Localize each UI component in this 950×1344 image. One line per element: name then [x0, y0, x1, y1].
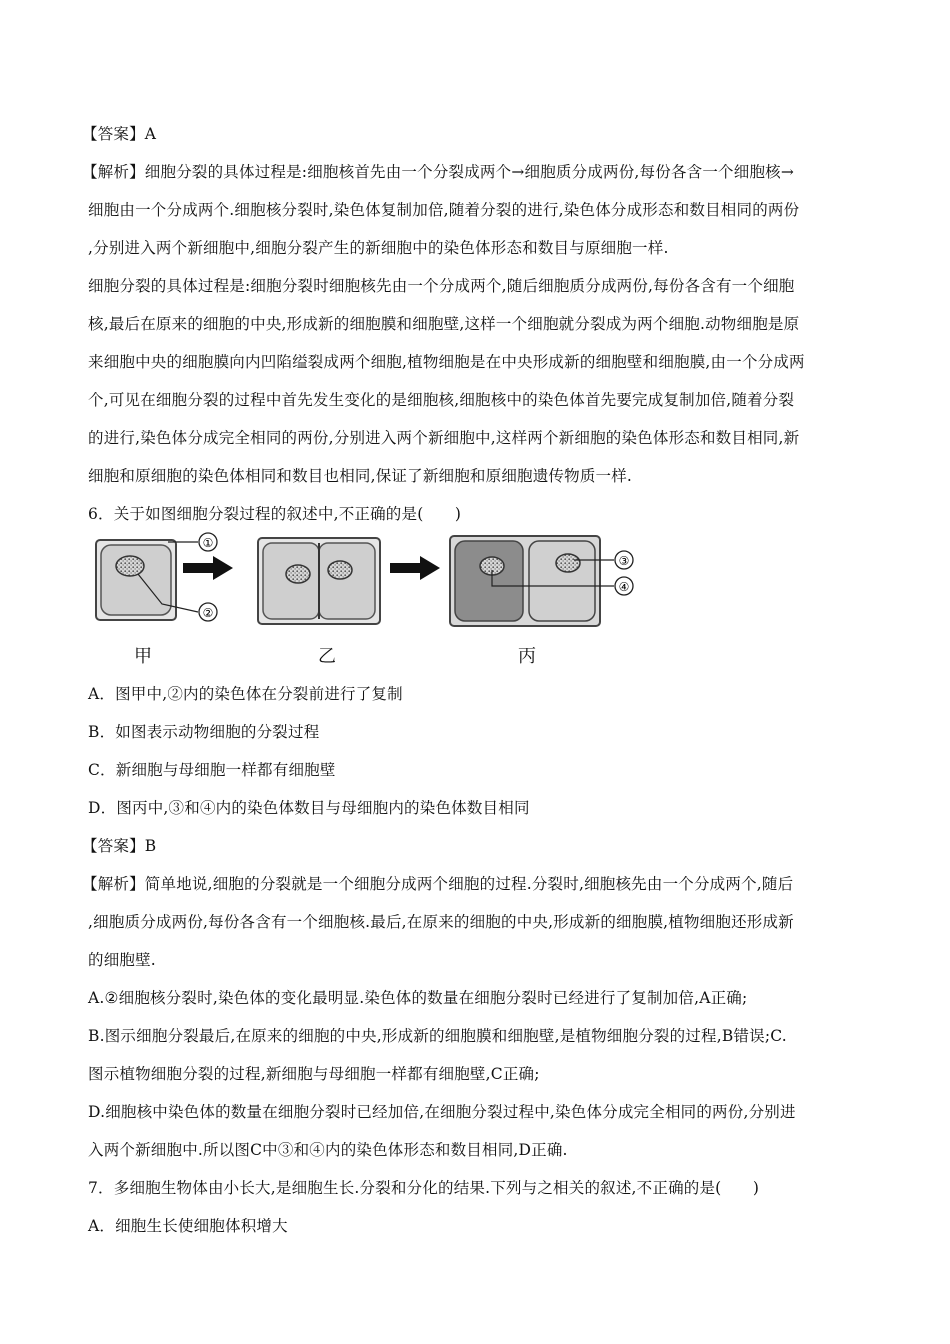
marker-2-text: ②: [202, 606, 214, 620]
q6-option-a: A．图甲中,②内的染色体在分裂前进行了复制: [88, 685, 403, 703]
arrow-right-icon: [183, 556, 233, 580]
q6-explanation-line: A.②细胞核分裂时,染色体的变化最明显.染色体的数量在细胞分裂时已经进行了复制加倍,A正确;: [88, 989, 748, 1007]
q6-option-d: D．图丙中,③和④内的染色体数目与母细胞内的染色体数目相同: [88, 799, 530, 817]
q6-explanation-line: ,细胞质分成两份,每份各含有一个细胞核.最后,在原来的细胞的中央,形成新的细胞膜,植物细胞还形成新: [88, 913, 794, 931]
nucleus: [328, 561, 352, 579]
cell-division-figure: [88, 530, 648, 680]
q6-explanation-line: 图示植物细胞分裂的过程,新细胞与母细胞一样都有细胞壁,C正确;: [88, 1065, 540, 1083]
q6-option-c: C．新细胞与母细胞一样都有细胞壁: [88, 761, 336, 779]
q5-explanation-line: ,分别进入两个新细胞中,细胞分裂产生的新细胞中的染色体形态和数目与原细胞一样.: [88, 239, 669, 257]
marker-1-text: ①: [202, 536, 214, 550]
cell-bing: [450, 536, 600, 626]
arrow-right-icon: [390, 556, 440, 580]
q5-explanation-line: 核,最后在原来的细胞的中央,形成新的细胞膜和细胞壁,这样一个细胞就分裂成为两个细胞.动物细胞是原: [88, 315, 800, 333]
q5-explanation-line: 细胞由一个分成两个.细胞核分裂时,染色体复制加倍,随着分裂的进行,染色体分成形态和数目相同的两份: [88, 201, 800, 219]
cell-yi: [258, 538, 380, 624]
marker-4-text: ④: [618, 580, 630, 594]
figure-label-bing: 丙: [518, 646, 536, 667]
q5-explanation-line: 来细胞中央的细胞膜向内凹陷缢裂成两个细胞,植物细胞是在中央形成新的细胞壁和细胞膜,由一个分成两: [88, 353, 805, 371]
nucleus: [556, 554, 580, 572]
q5-explanation-line: 细胞分裂的具体过程是:细胞分裂时细胞核先由一个分成两个,随后细胞质分成两份,每份各含有一个细胞: [88, 277, 795, 295]
q6-option-b: B．如图表示动物细胞的分裂过程: [88, 723, 320, 741]
q6-explanation-line: 【解析】简单地说,细胞的分裂就是一个细胞分成两个细胞的过程.分裂时,细胞核先由一个分成两个,随后: [82, 875, 794, 893]
marker-3-text: ③: [618, 554, 630, 568]
q5-explanation-line: 的进行,染色体分成完全相同的两份,分别进入两个新细胞中,这样两个新细胞的染色体形态和数目相同,新: [88, 429, 800, 447]
q6-explanation-line: B.图示细胞分裂最后,在原来的细胞的中央,形成新的细胞膜和细胞壁,是植物细胞分裂的过程,B错误;C.: [88, 1027, 787, 1045]
q6-answer: 【答案】B: [82, 837, 157, 855]
nucleus: [286, 565, 310, 583]
nucleus: [116, 556, 144, 576]
q5-explanation-line: 个,可见在细胞分裂的过程中首先发生变化的是细胞核,细胞核中的染色体首先要完成复制加倍,随着分裂: [88, 391, 795, 409]
q7-option-a: A．细胞生长使细胞体积增大: [88, 1217, 288, 1235]
figure-label-jia: 甲: [134, 646, 152, 667]
cell-jia: [96, 540, 176, 620]
q6-explanation-line: 的细胞壁.: [88, 951, 156, 969]
q5-explanation-line: 细胞和原细胞的染色体相同和数目也相同,保证了新细胞和原细胞遗传物质一样.: [88, 467, 633, 485]
q6-explanation-line: D.细胞核中染色体的数量在细胞分裂时已经加倍,在细胞分裂过程中,染色体分成完全相同的两份,分别进: [88, 1103, 796, 1121]
q5-explanation-line: 【解析】细胞分裂的具体过程是:细胞核首先由一个分裂成两个→细胞质分成两份,每份各含一个细胞核→: [82, 163, 795, 181]
q6-explanation-line: 入两个新细胞中.所以图C中③和④内的染色体形态和数目相同,D正确.: [88, 1141, 568, 1159]
q6-question: 6．关于如图细胞分裂过程的叙述中,不正确的是( ): [88, 505, 462, 523]
figure-label-yi: 乙: [318, 646, 336, 667]
q7-question: 7．多细胞生物体由小长大,是细胞生长.分裂和分化的结果.下列与之相关的叙述,不正确的是( ): [88, 1179, 760, 1197]
q5-answer: 【答案】A: [82, 125, 157, 143]
